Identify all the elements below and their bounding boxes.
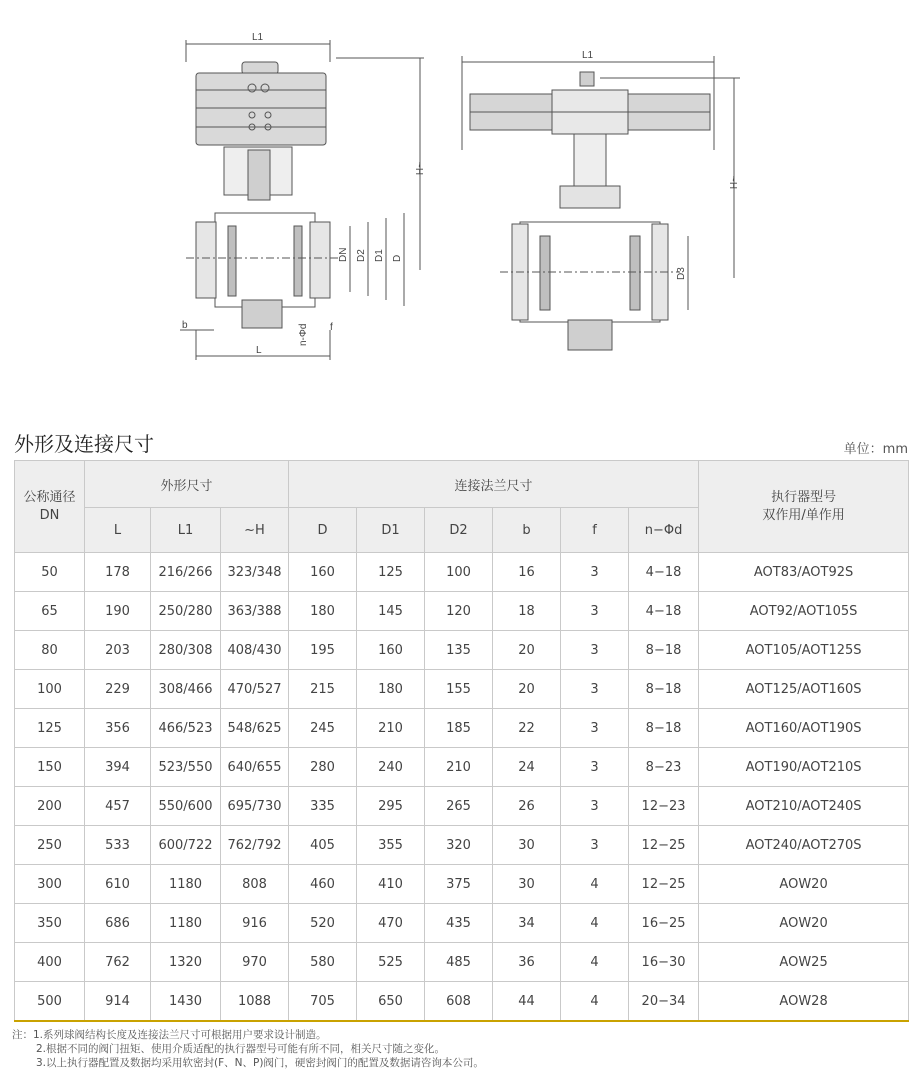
header-flange-group: 连接法兰尺寸 xyxy=(289,461,699,508)
table-cell: 808 xyxy=(221,865,289,904)
table-cell: 44 xyxy=(493,982,561,1022)
table-cell: 523/550 xyxy=(151,748,221,787)
table-cell: 520 xyxy=(289,904,357,943)
table-cell: 216/266 xyxy=(151,553,221,592)
table-row xyxy=(15,670,909,709)
table-cell: 16−30 xyxy=(629,943,699,982)
header-col: b xyxy=(493,508,561,553)
table-cell: 762 xyxy=(85,943,151,982)
table-cell: 308/466 xyxy=(151,670,221,709)
table-cell: 762/792 xyxy=(221,826,289,865)
left-b-label: b xyxy=(182,320,188,331)
table-cell: 500 xyxy=(15,982,85,1022)
table-cell: 705 xyxy=(289,982,357,1022)
table-cell: 408/430 xyxy=(221,631,289,670)
header-col: D1 xyxy=(357,508,425,553)
right-view xyxy=(462,56,740,350)
header-col: f xyxy=(561,508,629,553)
table-cell: 600/722 xyxy=(151,826,221,865)
table-row xyxy=(15,748,909,787)
table-cell: 470/527 xyxy=(221,670,289,709)
table-cell: AOT83/AOT92S xyxy=(699,553,909,592)
table-cell: 65 xyxy=(15,592,85,631)
table-cell: 400 xyxy=(15,943,85,982)
header-col: D xyxy=(289,508,357,553)
table-cell: AOW20 xyxy=(699,865,909,904)
right-l1-label: L1 xyxy=(582,50,594,61)
table-cell: AOT240/AOT270S xyxy=(699,826,909,865)
table-cell: 1088 xyxy=(221,982,289,1022)
table-cell: 485 xyxy=(425,943,493,982)
table-cell: 125 xyxy=(357,553,425,592)
right-d3-label: D3 xyxy=(676,267,687,280)
left-d2-label: D2 xyxy=(356,249,367,262)
table-cell: 4 xyxy=(561,865,629,904)
note-3: 3.以上执行器配置及数据均采用软密封(F、N、P)阀门，硬密封阀门的配置及数据请咨询本公司。 xyxy=(36,1057,484,1069)
table-row xyxy=(15,982,909,1022)
table-cell: 466/523 xyxy=(151,709,221,748)
table-cell: AOT190/AOT210S xyxy=(699,748,909,787)
table-cell: 394 xyxy=(85,748,151,787)
table-cell: AOW20 xyxy=(699,904,909,943)
table-cell: 4−18 xyxy=(629,592,699,631)
table-cell: 916 xyxy=(221,904,289,943)
table-cell: 3 xyxy=(561,631,629,670)
table-cell: 203 xyxy=(85,631,151,670)
table-cell: 640/655 xyxy=(221,748,289,787)
left-h-label: ~H xyxy=(413,162,424,176)
valve-drawing xyxy=(0,0,920,400)
table-cell: 80 xyxy=(15,631,85,670)
header-outline-group: 外形尺寸 xyxy=(85,461,289,508)
table-row xyxy=(15,826,909,865)
table-cell: 26 xyxy=(493,787,561,826)
table-cell: 356 xyxy=(85,709,151,748)
table-cell: 355 xyxy=(357,826,425,865)
table-cell: 3 xyxy=(561,553,629,592)
table-cell: 195 xyxy=(289,631,357,670)
left-d1-label: D1 xyxy=(374,249,385,262)
table-cell: 550/600 xyxy=(151,787,221,826)
table-cell: 210 xyxy=(357,709,425,748)
table-cell: 533 xyxy=(85,826,151,865)
table-cell: 265 xyxy=(425,787,493,826)
table-cell: 100 xyxy=(15,670,85,709)
table-cell: 460 xyxy=(289,865,357,904)
table-row xyxy=(15,709,909,748)
table-cell: 215 xyxy=(289,670,357,709)
table-cell: 8−18 xyxy=(629,709,699,748)
table-cell: 12−23 xyxy=(629,787,699,826)
table-cell: 323/348 xyxy=(221,553,289,592)
left-l1-label: L1 xyxy=(252,32,264,43)
table-cell: 125 xyxy=(15,709,85,748)
table-cell: 686 xyxy=(85,904,151,943)
table-cell: 3 xyxy=(561,592,629,631)
header-dn: 公称通径 DN xyxy=(15,461,85,553)
table-cell: 8−23 xyxy=(629,748,699,787)
table-cell: 250/280 xyxy=(151,592,221,631)
table-cell: 1430 xyxy=(151,982,221,1022)
section-title: 外形及连接尺寸 xyxy=(14,432,154,456)
table-cell: 350 xyxy=(15,904,85,943)
right-h-label: ~H xyxy=(727,176,738,190)
table-cell: 8−18 xyxy=(629,670,699,709)
table-cell: 335 xyxy=(289,787,357,826)
table-cell: 608 xyxy=(425,982,493,1022)
header-col: D2 xyxy=(425,508,493,553)
table-cell: 200 xyxy=(15,787,85,826)
table-cell: 210 xyxy=(425,748,493,787)
table-cell: 20 xyxy=(493,631,561,670)
table-cell: 320 xyxy=(425,826,493,865)
table-cell: 914 xyxy=(85,982,151,1022)
table-cell: 20−34 xyxy=(629,982,699,1022)
table-cell: 280 xyxy=(289,748,357,787)
table-cell: 1180 xyxy=(151,904,221,943)
table-row xyxy=(15,631,909,670)
table-cell: 160 xyxy=(357,631,425,670)
table-cell: 300 xyxy=(15,865,85,904)
table-cell: 12−25 xyxy=(629,826,699,865)
table-cell: 525 xyxy=(357,943,425,982)
table-row xyxy=(15,787,909,826)
table-cell: AOW28 xyxy=(699,982,909,1022)
table-cell: 12−25 xyxy=(629,865,699,904)
table-cell: AOT92/AOT105S xyxy=(699,592,909,631)
table-cell: 435 xyxy=(425,904,493,943)
table-cell: 36 xyxy=(493,943,561,982)
table-cell: AOT160/AOT190S xyxy=(699,709,909,748)
table-cell: 180 xyxy=(357,670,425,709)
table-cell: 3 xyxy=(561,826,629,865)
table-row xyxy=(15,553,909,592)
table-cell: 20 xyxy=(493,670,561,709)
header-col: ~H xyxy=(221,508,289,553)
table-row xyxy=(15,592,909,631)
table-cell: 363/388 xyxy=(221,592,289,631)
left-view xyxy=(180,40,424,360)
table-cell: 180 xyxy=(289,592,357,631)
table-row xyxy=(15,943,909,982)
table-cell: 610 xyxy=(85,865,151,904)
table-cell: 548/625 xyxy=(221,709,289,748)
table-cell: 8−18 xyxy=(629,631,699,670)
table-cell: 22 xyxy=(493,709,561,748)
table-cell: 405 xyxy=(289,826,357,865)
table-cell: 470 xyxy=(357,904,425,943)
table-cell: 4 xyxy=(561,904,629,943)
note-1: 注：1.系列球阀结构长度及连接法兰尺寸可根据用户要求设计制造。 xyxy=(12,1029,327,1041)
table-cell: AOT125/AOT160S xyxy=(699,670,909,709)
table-cell: 155 xyxy=(425,670,493,709)
table-cell: AOT105/AOT125S xyxy=(699,631,909,670)
left-nd-label: n-Φd xyxy=(298,323,309,346)
header-col: L xyxy=(85,508,151,553)
table-cell: 16 xyxy=(493,553,561,592)
table-cell: 120 xyxy=(425,592,493,631)
table-cell: 34 xyxy=(493,904,561,943)
table-cell: 650 xyxy=(357,982,425,1022)
left-f-label: f xyxy=(330,322,333,333)
table-cell: 4−18 xyxy=(629,553,699,592)
table-cell: 4 xyxy=(561,943,629,982)
table-row xyxy=(15,904,909,943)
table-cell: 245 xyxy=(289,709,357,748)
table-cell: 229 xyxy=(85,670,151,709)
left-d-label: D xyxy=(392,254,403,262)
table-cell: 100 xyxy=(425,553,493,592)
table-row xyxy=(15,865,909,904)
table-cell: 135 xyxy=(425,631,493,670)
notes xyxy=(12,1028,484,1070)
table-cell: 160 xyxy=(289,553,357,592)
table-cell: 410 xyxy=(357,865,425,904)
table-cell: AOW25 xyxy=(699,943,909,982)
table-cell: 457 xyxy=(85,787,151,826)
table-cell: 30 xyxy=(493,865,561,904)
table-cell: 50 xyxy=(15,553,85,592)
table-cell: 970 xyxy=(221,943,289,982)
table-cell: 145 xyxy=(357,592,425,631)
table-cell: 4 xyxy=(561,982,629,1022)
left-dn-label: DN xyxy=(338,247,349,262)
table-cell: 150 xyxy=(15,748,85,787)
table-cell: 3 xyxy=(561,787,629,826)
table-cell: 375 xyxy=(425,865,493,904)
table-cell: 24 xyxy=(493,748,561,787)
table-cell: 16−25 xyxy=(629,904,699,943)
table-cell: 1320 xyxy=(151,943,221,982)
table-cell: 250 xyxy=(15,826,85,865)
table-cell: 30 xyxy=(493,826,561,865)
table-cell: AOT210/AOT240S xyxy=(699,787,909,826)
header-col: L1 xyxy=(151,508,221,553)
table-cell: 240 xyxy=(357,748,425,787)
table-cell: 580 xyxy=(289,943,357,982)
table-cell: 695/730 xyxy=(221,787,289,826)
table-cell: 3 xyxy=(561,748,629,787)
header-col: n−Φd xyxy=(629,508,699,553)
table-cell: 1180 xyxy=(151,865,221,904)
table-cell: 295 xyxy=(357,787,425,826)
table-cell: 3 xyxy=(561,670,629,709)
unit-label: 单位：mm xyxy=(843,442,908,457)
table-cell: 185 xyxy=(425,709,493,748)
header-actuator: 执行器型号 双作用/单作用 xyxy=(699,461,909,553)
table-cell: 18 xyxy=(493,592,561,631)
left-l-label: L xyxy=(256,345,262,356)
table-cell: 280/308 xyxy=(151,631,221,670)
dimension-table xyxy=(14,460,909,1022)
table-cell: 3 xyxy=(561,709,629,748)
table-cell: 190 xyxy=(85,592,151,631)
note-2: 2.根据不同的阀门扭矩、使用介质适配的执行器型号可能有所不同，相关尺寸随之变化。 xyxy=(36,1043,446,1055)
table-cell: 178 xyxy=(85,553,151,592)
